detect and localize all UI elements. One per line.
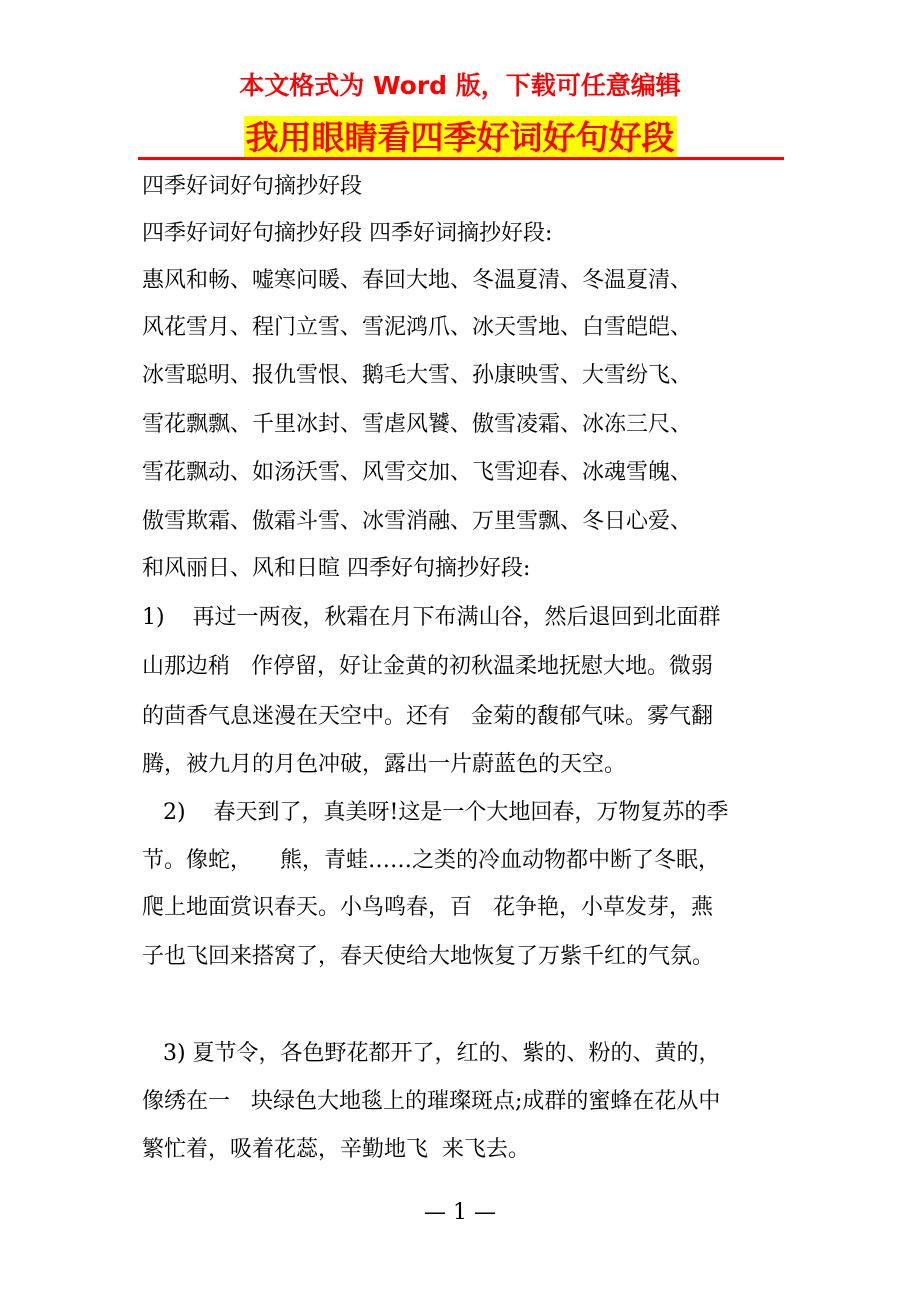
format-notice: 本文格式为 Word 版，下载可任意编辑 <box>239 71 681 100</box>
body-line: 腾，被九月的月色冲破，露出一片蔚蓝色的天空。 <box>142 752 627 777</box>
body-line: 四季好词好句摘抄好段 <box>142 174 363 199</box>
header-divider <box>138 157 784 160</box>
body-line: 雪花飘飘、千里冰封、雪虐风饕、傲雪凌霜、冰冻三尺、 <box>142 412 693 437</box>
body-line: 2) 春天到了，真美呀!这是一个大地回春，万物复苏的季 <box>142 800 729 825</box>
body-line: 傲雪欺霜、傲霜斗雪、冰雪消融、万里雪飘、冬日心爱、 <box>142 509 693 534</box>
body-line: 爬上地面赏识春天。小鸟鸣春，百 花争艳，小草发芽，燕 <box>142 895 713 920</box>
body-line: 节。像蛇， 熊，青蛙……之类的冷血动物都中断了冬眠， <box>142 848 720 873</box>
body-line: 繁忙着，吸着花蕊，辛勤地飞 来飞去。 <box>142 1137 530 1162</box>
document-title: 我用眼睛看四季好词好句好段 <box>244 116 677 160</box>
body-line: 和风丽日、风和日暄 四季好句摘抄好段: <box>142 556 531 581</box>
body-line: 雪花飘动、如汤沃雪、风雪交加、飞雪迎春、冰魂雪魄、 <box>142 460 693 485</box>
body-line: 像绣在一 块绿色大地毯上的璀璨斑点;成群的蜜蜂在花从中 <box>142 1089 721 1114</box>
title-wrapper <box>0 116 920 160</box>
body-line: 四季好词好句摘抄好段 四季好词摘抄好段: <box>142 221 553 246</box>
body-line: 的茴香气息迷漫在天空中。还有 金菊的馥郁气味。雾气翻 <box>142 704 713 729</box>
body-line: 3) 夏节令，各色野花都开了，红的、紫的、粉的、黄的， <box>142 1041 721 1066</box>
body-line: 子也飞回来搭窝了，春天使给大地恢复了万紫千红的气氛。 <box>142 944 715 969</box>
body-line: 惠风和畅、嘘寒问暖、春回大地、冬温夏清、冬温夏清、 <box>142 268 693 293</box>
body-line: 风花雪月、程门立雪、雪泥鸿爪、冰天雪地、白雪皑皑、 <box>142 315 693 340</box>
body-line: 冰雪聪明、报仇雪恨、鹅毛大雪、孙康映雪、大雪纷飞、 <box>142 363 693 388</box>
body-line: 山那边稍 作停留，好让金黄的初秋温柔地抚慰大地。微弱 <box>142 654 713 679</box>
body-line: 1) 再过一两夜，秋霜在月下布满山谷，然后退回到北面群 <box>142 605 721 630</box>
page-number: — 1 — <box>424 1200 496 1225</box>
